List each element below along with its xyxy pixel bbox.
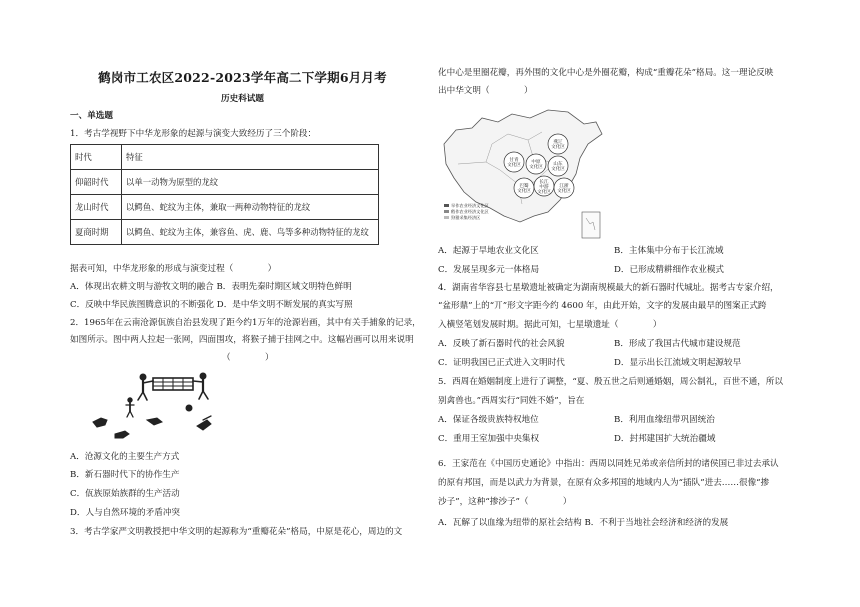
q4-option: A．反映了新石器时代的社会风貌 bbox=[438, 339, 565, 349]
table-header-cell: 时代 bbox=[71, 145, 122, 170]
q6-stem-line: 的原有邦国，而是以武力为背景，在原有众多邦国的地域内人为“插队”进去……很像“掺 bbox=[438, 478, 770, 488]
table-cell: 以鳄鱼、蛇纹为主体，兼取一两种动物特征的龙纹 bbox=[122, 195, 379, 220]
q2-stem-line: （ ） bbox=[222, 353, 274, 363]
q5-option: A．保证各级贵族特权地位 bbox=[438, 415, 539, 425]
q5-option: B．利用血缘纽带巩固统治 bbox=[614, 415, 715, 425]
table-header-cell: 特征 bbox=[122, 145, 379, 170]
q5-stem-line: 5．西周在婚姻制度上进行了调整，“夏、殷五世之后则通婚姻，周公制礼，百世不通，所以 bbox=[438, 377, 784, 387]
map-label-text: 山东 bbox=[553, 162, 563, 167]
map-label-text: 燕辽 bbox=[553, 140, 563, 145]
q6-stem-line: 6．王家范在《中国历史通论》中指出：西周以同姓兄弟或亲信所封的诸侯国已非过去承认 bbox=[438, 459, 779, 469]
table-row bbox=[71, 195, 379, 220]
map-label-text: 长江 bbox=[539, 180, 549, 185]
table-cell: 仰韶时代 bbox=[71, 170, 122, 195]
section-heading: 一、单选题 bbox=[70, 111, 113, 121]
exam-title: 鹤岗市工农区2022-2023学年高二下学期6月月考 bbox=[98, 70, 387, 85]
q3-option: B．主体集中分布于长江流域 bbox=[614, 246, 724, 256]
map-label-text: 甘青 bbox=[509, 158, 519, 163]
q2-option: B．新石器时代下的协作生产 bbox=[70, 470, 180, 480]
map-label-text: 文化区 bbox=[537, 190, 551, 195]
map-label-text: 文化区 bbox=[529, 165, 543, 170]
q1-option-line: C．反映中华民族图腾意识的不断强化 D．是中华文明不断发展的真实写照 bbox=[70, 300, 353, 310]
map-label-text: 文化区 bbox=[551, 167, 565, 172]
q3-stem-line: 3．考古学家严文明教授把中华文明的起源称为“重瓣花朵”格局，中原是花心，周边的文 bbox=[70, 527, 403, 537]
q2-option: C．佤族原始族群的生产活动 bbox=[70, 489, 180, 499]
map-label-text: 文化区 bbox=[517, 189, 531, 194]
q4-option: B．形成了我国古代城市建设规范 bbox=[614, 339, 741, 349]
q4-option: D．显示出长江流域文明起源较早 bbox=[614, 358, 742, 368]
rock-painting-image bbox=[85, 368, 235, 444]
map-label-text: 文化区 bbox=[507, 163, 521, 168]
q1-era-table bbox=[70, 144, 379, 245]
q4-stem-line: 4．湖南省华容县七星墩遗址被确定为湖南规模最大的新石器时代城址。据考古专家介绍， bbox=[438, 283, 779, 293]
map-label-text: 巴蜀 bbox=[519, 184, 529, 189]
table-row bbox=[71, 145, 379, 170]
q3-option: D．已形成精耕细作农业模式 bbox=[614, 265, 725, 275]
map-label-text: 中原 bbox=[531, 160, 541, 165]
exam-subtitle: 历史科试题 bbox=[221, 94, 264, 104]
q5-option: D．封邦建国扩大统治疆域 bbox=[614, 434, 716, 444]
table-cell: 龙山时代 bbox=[71, 195, 122, 220]
q3-stem-line: 化中心是里圈花瓣，再外围的文化中心是外圈花瓣，构成“重瓣花朵”格局。这一理论反映 bbox=[438, 68, 774, 78]
q2-stem-line: 2．1965年在云南沧源佤族自治县发现了距今约1万年的沧源岩画，其中有关手捕象的记录， bbox=[70, 318, 421, 328]
q6-stem-line: 沙子”，这种“掺沙子”（ ） bbox=[438, 497, 572, 507]
q2-stem-line: 如图所示。图中两人拉起一张网，四面围攻，将猴子捕于挂网之中。这幅岩画可以用来说明 bbox=[70, 335, 414, 345]
q1-question: 据表可知，中华龙形象的形成与演变过程（ ） bbox=[70, 264, 277, 274]
table-cell: 以鳄鱼、蛇纹为主体，兼容鱼、虎、鹿、鸟等多种动物特征的龙纹 bbox=[122, 220, 379, 245]
q5-option: C．重用王室加强中央集权 bbox=[438, 434, 540, 444]
q4-stem-line: 入横竖笔划发展时期。据此可知，七星墩遗址（ ） bbox=[438, 320, 662, 330]
q3-option: C．发展呈现多元一体格局 bbox=[438, 265, 540, 275]
china-map-svg bbox=[438, 104, 606, 242]
q1-stem: 1．考古学视野下中华龙形象的起源与演变大致经历了三个阶段： bbox=[70, 129, 317, 139]
q2-option: A．沧源文化的主要生产方式 bbox=[70, 452, 180, 462]
q1-option-line: A．体现出农耕文明与游牧文明的融合 B．表明先秦时期区域文明特色鲜明 bbox=[70, 282, 352, 292]
table-cell: 以单一动物为原型的龙纹 bbox=[122, 170, 379, 195]
q5-stem-line: 别禽兽也。”西周实行“同姓不婚”，旨在 bbox=[438, 396, 585, 406]
table-row bbox=[71, 170, 379, 195]
map-legend-item: 旱作农业经济文化区 bbox=[451, 203, 489, 208]
rock-painting-figures bbox=[85, 368, 235, 444]
table-cell: 夏商时期 bbox=[71, 220, 122, 245]
q2-option: D．人与自然环境的矛盾冲突 bbox=[70, 508, 181, 518]
map-label-text: 江浙 bbox=[559, 184, 569, 189]
map-label-text: 文化区 bbox=[551, 145, 565, 150]
q3-option: A．起源于旱地农业文化区 bbox=[438, 246, 539, 256]
q4-stem-line: “盆形鼎”上的“丌”形文字距今约 4600 年，由此开始，文字的发展由最早的图案正式跨 bbox=[438, 301, 767, 311]
map-legend-item: 狩猎采集经济区 bbox=[451, 215, 481, 220]
map-legend-item: 稻作农业经济文化区 bbox=[451, 209, 489, 214]
q6-option-line: A．瓦解了以血缘为纽带的原社会结构 B．不利于当地社会经济和经济的发展 bbox=[438, 518, 729, 528]
map-label-text: 中游 bbox=[539, 185, 549, 190]
q3-stem-line: 出中华文明（ ） bbox=[438, 86, 533, 96]
table-row bbox=[71, 220, 379, 245]
map-label-text: 文化区 bbox=[557, 189, 571, 194]
china-culture-map bbox=[438, 104, 606, 242]
q4-option: C．证明我国已正式进入文明时代 bbox=[438, 358, 565, 368]
